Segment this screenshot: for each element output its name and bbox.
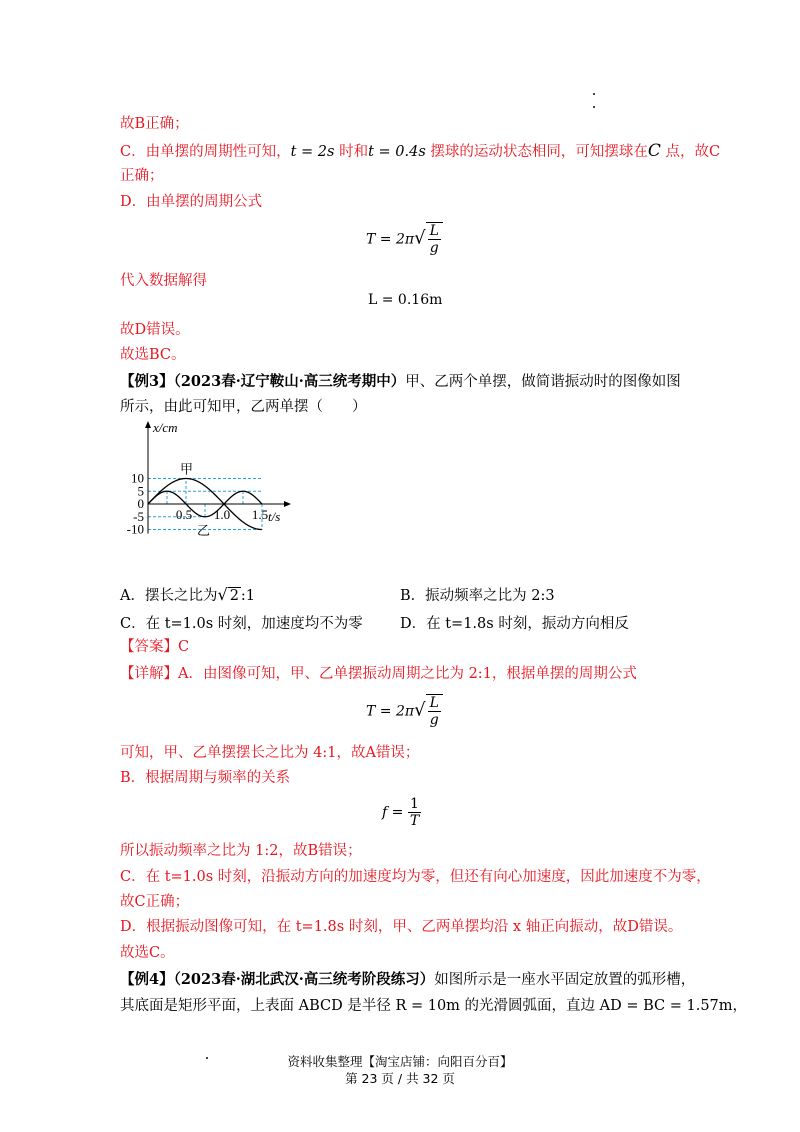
- text-line: 正确；: [120, 168, 164, 184]
- y-tick-label: 5: [137, 483, 144, 499]
- example-tag: 【例4】: [120, 971, 174, 988]
- question-text: 如图所示是一座水平固定放置的弧形槽，: [434, 972, 696, 988]
- corner-dot: [593, 106, 595, 108]
- corner-dot: [593, 93, 595, 95]
- oscillation-chart: [118, 418, 318, 568]
- text-line: [120, 141, 720, 162]
- formula-lhs: f =: [382, 804, 404, 821]
- detail-line: [120, 664, 637, 684]
- text-line: 代入数据解得: [120, 273, 207, 289]
- formula-lhs: T = 2π: [366, 231, 415, 248]
- text-line: 故选BC。: [120, 347, 186, 363]
- option-c[interactable]: C．在 t=1.0s 时刻，加速度均不为零: [120, 616, 363, 632]
- page-number: 第 23 页 / 共 32 页: [345, 1071, 455, 1086]
- text-segment: 点，故C: [660, 144, 721, 160]
- fraction: $\frac{L}{g}$: [429, 695, 439, 728]
- x-tick-label: 1.5: [251, 507, 269, 522]
- detail-line: B．根据周期与频率的关系: [120, 770, 291, 786]
- detail-line: 可知，甲、乙单摆摆长之比为 4:1，故A错误；: [120, 745, 420, 761]
- question-line: [120, 970, 695, 990]
- example-source: （2023春·湖北武汉·高三统考阶段练习）: [173, 971, 435, 988]
- option-a-label: A．摆长之比为: [120, 588, 218, 604]
- option-a-radicand: 2: [229, 588, 239, 604]
- detail-text: A．由图像可知，甲、乙单摆振动周期之比为 2:1，根据单摆的周期公式: [178, 666, 637, 682]
- x-tick-label: 0.5: [175, 507, 193, 522]
- text-segment: 摆球的运动状态相同，可知摆球在: [425, 144, 648, 160]
- series-label: 乙: [197, 522, 211, 538]
- detail-line: 故C正确；: [120, 894, 190, 910]
- x-tick-label: 1.0: [213, 507, 231, 522]
- option-a[interactable]: A．摆长之比为√ 2 :1: [120, 585, 256, 604]
- text-line: D．由单摆的周期公式: [120, 194, 263, 210]
- fraction: $\frac{1}{T}$: [409, 796, 420, 829]
- text-segment: C．由单摆的周期性可知，: [120, 144, 291, 160]
- y-tick-label: 0: [137, 496, 144, 511]
- formula-result: L = 0.16m: [368, 292, 443, 308]
- series-label: 甲: [180, 461, 194, 477]
- y-axis-arrow: [145, 421, 151, 428]
- footer-source: 资料收集整理【淘宝店铺：向阳百分百】: [287, 1054, 513, 1069]
- fraction: $\frac{L}{g}$: [429, 223, 439, 256]
- question-text: 甲、乙两个单摆，做简谐振动时的图像如图: [405, 374, 681, 390]
- y-axis-label: x/cm: [153, 420, 178, 435]
- detail-tag: 【详解】: [120, 666, 178, 682]
- option-b[interactable]: B．振动频率之比为 2:3: [400, 588, 555, 604]
- text-line: 故B正确；: [120, 116, 189, 132]
- formula-period: T = 2π√ $\frac{L}{g}$: [366, 222, 443, 256]
- detail-line: C．在 t=1.0s 时刻，沿振动方向的加速度均为零，但还有向心加速度，因此加速度不为零，: [120, 869, 711, 885]
- detail-line: 所以振动频率之比为 1:2，故B错误；: [120, 843, 362, 859]
- option-d[interactable]: D．在 t=1.8s 时刻，振动方向相反: [400, 616, 629, 632]
- y-tick-label: -10: [126, 521, 144, 537]
- x-axis-arrow: [284, 501, 291, 507]
- formula-period-2: T = 2π√ $\frac{L}{g}$: [366, 694, 443, 728]
- example-source: （2023春·辽宁鞍山·高三统考期中）: [173, 373, 406, 390]
- formula-frequency: [382, 796, 421, 829]
- formula-lhs: T = 2π: [366, 703, 415, 720]
- question-line: 所示，由此可知甲，乙两单摆（ ）: [120, 399, 367, 415]
- y-tick-label: -5: [133, 508, 144, 524]
- answer-line: 【答案】C: [120, 639, 190, 655]
- x-axis-label: t/s: [268, 509, 281, 524]
- option-a-ratio: :1: [240, 588, 256, 604]
- example-tag: 【例3】: [120, 373, 174, 390]
- detail-line: 故选C。: [120, 945, 175, 961]
- question-line: [120, 372, 681, 392]
- detail-line: D．根据振动图像可知，在 t=1.8s 时刻，甲、乙两单摆均沿 x 轴正向振动，故D错误。: [120, 919, 683, 935]
- math-inline: C: [647, 141, 661, 161]
- question-line: 其底面是矩形平面，上表面 ABCD 是半径 R = 10m 的光滑圆弧面，直边 AD = BC = 1.57m，: [120, 998, 748, 1014]
- y-tick-label: 10: [131, 470, 144, 486]
- text-segment: 时和: [334, 144, 369, 160]
- text-line: 故D错误。: [120, 322, 190, 338]
- math-inline: t = 0.4s: [368, 144, 426, 160]
- math-inline: t = 2s: [290, 144, 335, 160]
